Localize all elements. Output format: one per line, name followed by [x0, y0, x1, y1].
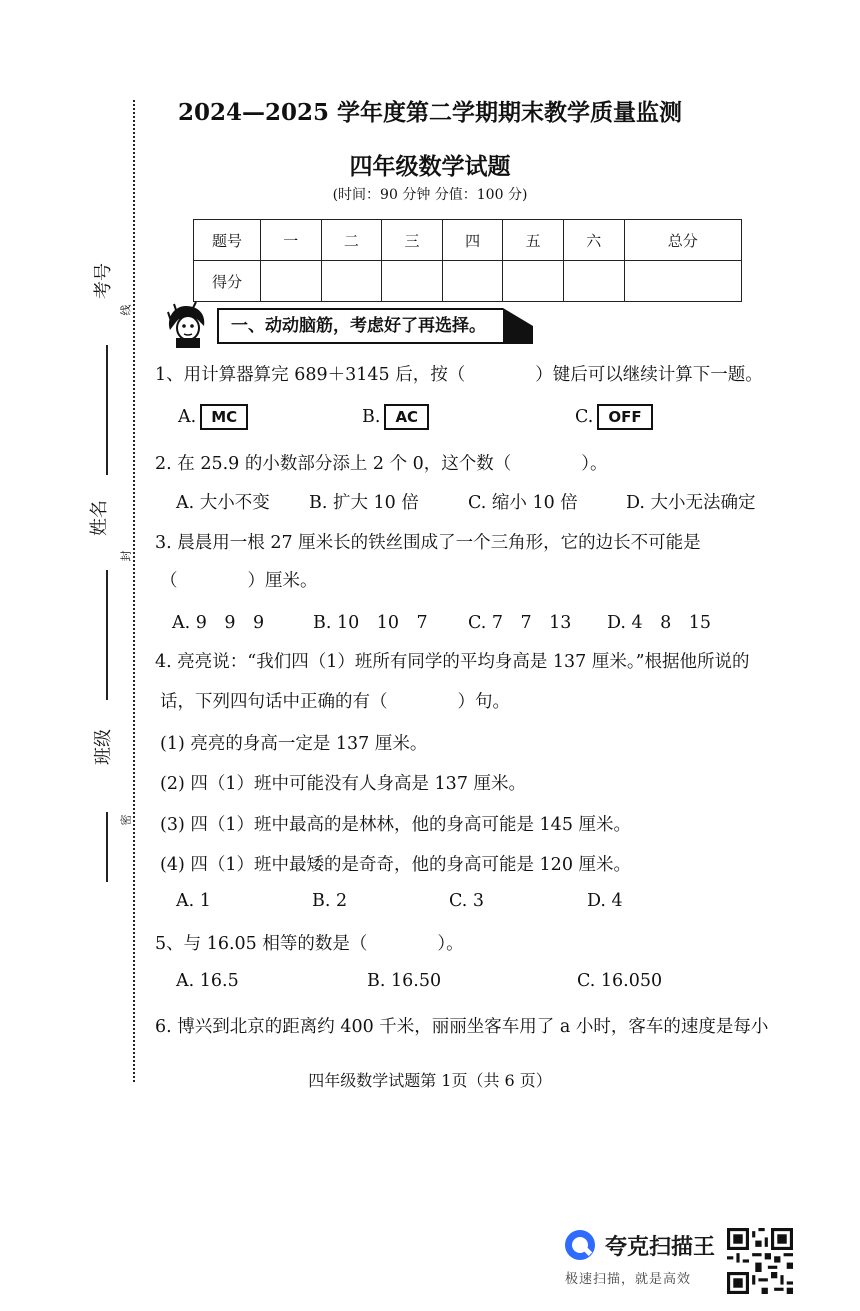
question-5-text: 5、与 16.05 相等的数是（ ）。	[155, 934, 464, 954]
exam-title: 2024—2025 学年度第二学期期末教学质量监测	[177, 99, 683, 126]
class-blank	[106, 812, 108, 882]
q1-option-c-label: C.	[575, 407, 594, 427]
score-row-label: 得分	[194, 261, 261, 302]
margin-mark-seal: 封	[119, 550, 133, 562]
score-header-cell: 三	[382, 220, 443, 261]
q3-option-a[interactable]: A. 9 9 9	[172, 613, 265, 633]
q2-option-b[interactable]: B. 扩大 10 倍	[309, 493, 419, 513]
student-mascot-icon	[162, 300, 214, 348]
binding-dotted-line	[133, 100, 135, 1082]
q4-statement-3: (3) 四（1）班中最高的是林林，他的身高可能是 145 厘米。	[160, 815, 632, 835]
page-footer: 四年级数学试题第 1页（共 6 页）	[308, 1071, 552, 1090]
exam-number-blank	[106, 345, 108, 475]
q1-option-a-label: A.	[178, 407, 197, 427]
question-3-text-cont: （ ）厘米。	[160, 571, 318, 591]
score-table-header-row	[194, 220, 742, 261]
scanner-brand-name: 夸克扫描王	[605, 1235, 716, 1260]
score-header-cell: 五	[503, 220, 564, 261]
q4-option-a[interactable]: A. 1	[176, 891, 211, 911]
score-cell[interactable]	[624, 261, 741, 302]
section-1-banner: 一、动动脑筋，考虑好了再选择。	[217, 308, 503, 344]
exam-info: (时间：90 分钟 分值：100 分)	[332, 187, 528, 203]
q3-option-c[interactable]: C. 7 7 13	[468, 613, 572, 633]
exam-number-label: 考号	[93, 263, 114, 299]
score-cell[interactable]	[321, 261, 382, 302]
q1-option-b[interactable]	[362, 404, 429, 430]
question-1-text: 1、用计算器算完 689＋3145 后，按（ ）键后可以继续计算下一题。	[155, 365, 763, 385]
exam-subtitle: 四年级数学试题	[349, 153, 511, 180]
name-label: 姓名	[89, 500, 110, 536]
question-2-text: 2. 在 25.9 的小数部分添上 2 个 0，这个数（ ）。	[155, 454, 608, 474]
qr-code-icon	[727, 1228, 793, 1294]
name-blank	[106, 570, 108, 700]
q4-statement-4: (4) 四（1）班中最矮的是奇奇，他的身高可能是 120 厘米。	[160, 855, 632, 875]
score-header-cell: 一	[261, 220, 322, 261]
mc-key: MC	[200, 404, 248, 430]
q1-option-a[interactable]	[178, 404, 248, 430]
score-header-cell: 总分	[624, 220, 741, 261]
score-cell[interactable]	[261, 261, 322, 302]
score-table-score-row	[194, 261, 742, 302]
banner-tail-decoration	[503, 308, 533, 344]
margin-mark-line: 线	[119, 304, 133, 316]
score-header-cell: 二	[321, 220, 382, 261]
question-3-text: 3. 晨晨用一根 27 厘米长的铁丝围成了一个三角形，它的边长不可能是	[155, 533, 701, 553]
score-header-cell: 题号	[194, 220, 261, 261]
q3-option-b[interactable]: B. 10 10 7	[313, 613, 428, 633]
score-table	[193, 219, 742, 302]
q1-option-b-label: B.	[362, 407, 381, 427]
q4-statement-1: (1) 亮亮的身高一定是 137 厘米。	[160, 734, 428, 754]
score-header-cell: 六	[563, 220, 624, 261]
score-header-cell: 四	[442, 220, 503, 261]
q2-option-c[interactable]: C. 缩小 10 倍	[468, 493, 578, 513]
q5-option-a[interactable]: A. 16.5	[176, 971, 239, 991]
q2-option-d[interactable]: D. 大小无法确定	[626, 493, 756, 513]
q1-option-c[interactable]	[575, 404, 653, 430]
question-4-text: 4. 亮亮说：“我们四（1）班所有同学的平均身高是 137 厘米。”根据他所说的	[155, 652, 750, 672]
q4-statement-2: (2) 四（1）班中可能没有人身高是 137 厘米。	[160, 774, 527, 794]
margin-mark-dense: 密	[119, 814, 133, 826]
q4-option-d[interactable]: D. 4	[587, 891, 623, 911]
score-cell[interactable]	[503, 261, 564, 302]
off-key: OFF	[597, 404, 652, 430]
score-cell[interactable]	[563, 261, 624, 302]
q4-option-b[interactable]: B. 2	[312, 891, 348, 911]
score-cell[interactable]	[382, 261, 443, 302]
q3-option-d[interactable]: D. 4 8 15	[607, 613, 712, 633]
question-6-text: 6. 博兴到北京的距离约 400 千米，丽丽坐客车用了 a 小时，客车的速度是每小	[155, 1017, 769, 1037]
q4-option-c[interactable]: C. 3	[449, 891, 485, 911]
scanner-logo-icon	[563, 1228, 597, 1262]
score-cell[interactable]	[442, 261, 503, 302]
class-label: 班级	[93, 729, 114, 765]
q5-option-b[interactable]: B. 16.50	[367, 971, 442, 991]
q5-option-c[interactable]: C. 16.050	[577, 971, 663, 991]
q2-option-a[interactable]: A. 大小不变	[176, 493, 270, 513]
question-4-text-cont: 话，下列四句话中正确的有（ ）句。	[160, 692, 510, 712]
ac-key: AC	[384, 404, 429, 430]
scanner-slogan: 极速扫描，就是高效	[565, 1272, 692, 1287]
